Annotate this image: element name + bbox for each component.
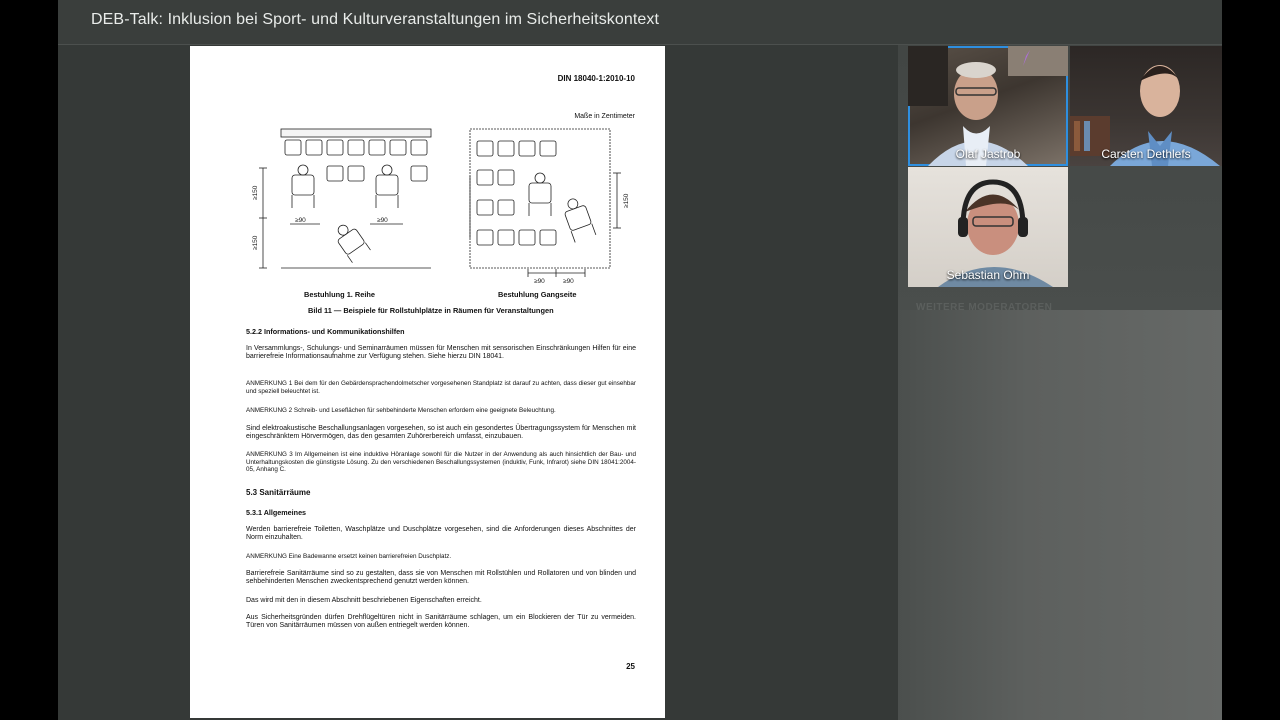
- figure-label-right: Bestuhlung Gangseite: [498, 290, 577, 299]
- participant-name-sebastian: Sebastian Ohm: [946, 268, 1030, 282]
- participant-name-olaf: Olaf Jastrob: [955, 147, 1021, 161]
- wheelchair-user-turning: [331, 220, 370, 263]
- figure-caption: Bild 11 — Beispiele für Rollstuhlplätze in Räumen für Veranstaltungen: [308, 306, 554, 315]
- dim-90-right-a: ≥90: [534, 278, 545, 285]
- dim-90-left-b: ≥90: [377, 217, 388, 224]
- seating-figure: [245, 128, 640, 288]
- dim-150-left-bottom: ≥150: [252, 235, 259, 250]
- section-5-2-2-paragraph-1: In Versammlungs-, Schulungs- und Seminarräumen müssen für Menschen mit sensorischen Einschränkungen Hilfen für eine barrierefreie Informationsaufnahme zur Verfügung stehen. Siehe hierzu DIN 18041.: [246, 345, 636, 361]
- section-5-2-2-paragraph-2: Sind elektroakustische Beschallungsanlagen vorgesehen, so ist auch ein gesondertes Übertragungssystem für Menschen mit eingeschränktem Hörvermögen, das den gesamten Zuhörerbereich umfasst, einzubauen.: [246, 425, 636, 441]
- video-tile-sebastian-ohm[interactable]: [908, 167, 1068, 287]
- wheelchair-user-1: [292, 165, 314, 208]
- section-5-3-1-paragraph-3: Das wird mit den in diesem Abschnitt beschriebenen Eigenschaften erreicht.: [246, 597, 482, 604]
- figure-label-left: Bestuhlung 1. Reihe: [304, 290, 376, 299]
- dim-150-right: ≥150: [623, 193, 630, 208]
- section-5-3-1-note: ANMERKUNG Eine Badewanne ersetzt keinen barrierefreien Duschplatz.: [246, 553, 452, 560]
- section-5-3-1-paragraph-2: Barrierefreie Sanitärräume sind so zu gestalten, dass sie von Menschen mit Rollstühlen und Rollatoren und von blinden und sehbehinderten Menschen zweckentsprechend genutzt werden können.: [246, 570, 636, 586]
- page-number: 25: [626, 662, 635, 671]
- seat-row-left-1: [285, 140, 427, 155]
- section-5-3-1-paragraph-1: Werden barrierefreie Toiletten, Waschplätze und Duschplätze vorgesehen, sind die Anforderungen dieses Abschnittes der Norm einzuhalten.: [246, 526, 636, 542]
- shared-document-page: [190, 46, 665, 718]
- section-5-3-1-title: 5.3.1 Allgemeines: [246, 508, 307, 517]
- wheelchair-user-4: [561, 195, 596, 242]
- section-5-2-2-note-3: ANMERKUNG 3 Im Allgemeinen ist eine induktive Höranlage sowohl für die Nutzer in der Anwendung als auch hinsichtlich der Bau- und Unterhaltungskosten die günstigste Lösung. Zu den verschiedenen Beschallungssystemen (induktiv, Funk, Infrarot) siehe DIN 18041:2004-05, Anhang C.: [246, 451, 636, 474]
- section-5-2-2-title: 5.2.2 Informations- und Kommunikationshilfen: [246, 327, 405, 336]
- seat-row-left-2: [327, 166, 427, 181]
- standard-number: DIN 18040-1:2010-10: [557, 74, 635, 83]
- units-note: Maße in Zentimeter: [574, 113, 635, 120]
- video-tile-carsten-dethlefs[interactable]: [1070, 46, 1222, 166]
- dim-90-left-a: ≥90: [295, 217, 306, 224]
- dim-150-left-top: ≥150: [252, 185, 259, 200]
- title-bar: [58, 0, 1222, 45]
- seat-block-right: [477, 141, 556, 245]
- more-moderators-label: WEITERE MODERATOREN: [916, 302, 1053, 313]
- wheelchair-user-3: [529, 173, 551, 216]
- section-5-2-2-note-1: ANMERKUNG 1 Bei dem für den Gebärdensprachendolmetscher vorgesehenen Standplatz ist darauf zu achten, dass dieser gut einsehbar und speziell beleuchtet ist.: [246, 380, 636, 395]
- section-5-3-1-paragraph-4: Aus Sicherheitsgründen dürfen Drehflügeltüren nicht in Sanitärräume schlagen, um ein Blockieren der Tür zu vermeiden. Türen von Sanitärräumen müssen von außen entriegelt werden können.: [246, 614, 636, 630]
- video-tile-olaf-jastrob[interactable]: [908, 46, 1068, 166]
- participant-name-carsten: Carsten Dethlefs: [1101, 147, 1191, 161]
- wheelchair-user-2: [376, 165, 398, 208]
- section-5-3-title: 5.3 Sanitärräume: [246, 488, 311, 497]
- section-5-2-2-note-2: ANMERKUNG 2 Schreib- und Leseflächen für sehbehinderte Menschen erfordern eine geeignete Beleuchtung.: [246, 407, 556, 414]
- stream-title: DEB-Talk: Inklusion bei Sport- und Kulturveranstaltungen im Sicherheitskontext: [91, 11, 660, 28]
- dim-90-right-b: ≥90: [563, 278, 574, 285]
- stream-stage: [58, 0, 1222, 720]
